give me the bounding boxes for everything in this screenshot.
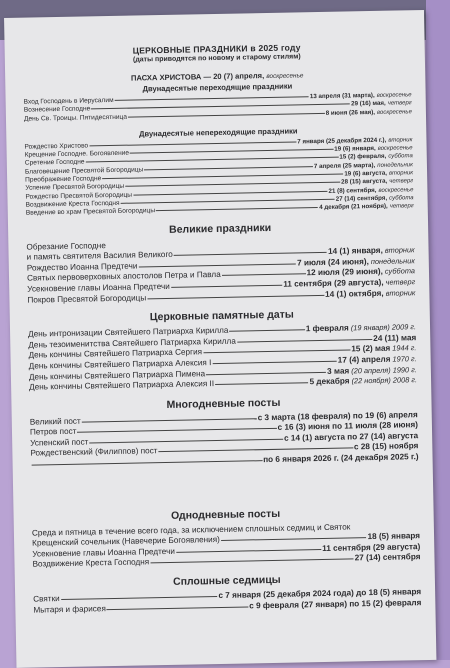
item-name: Вознесение Господне [23,105,91,114]
item-date: с 16 (3) июня по 11 июля (28 июня) [277,420,419,433]
leader-dots [89,141,296,146]
leader-dots [176,549,321,553]
item-note: воскресенье [376,108,412,116]
item-note: воскресенье [377,145,413,153]
item-note: вторник [384,245,415,255]
item-name: Великий пост [29,416,81,427]
item-date: по 6 января 2026 г. (24 декабря 2025 г.) [263,452,419,465]
movable-feasts-heading: Двунадесятые переходящие праздники [142,81,293,94]
leader-dots [130,149,333,154]
item-name: Усекновение главы Иоанна Предтечи [32,546,175,559]
multiday-fasts-list [30,410,419,470]
item-date: 1 февраля [305,323,349,334]
fixed-feasts-list [24,136,413,218]
item-note: (20 апреля) 1990 г. [351,364,417,375]
item-name: Рождество Пресвятой Богородицы [25,191,133,201]
item-date: 11 сентября (29 августа), [283,277,384,289]
leader-dots [215,382,309,385]
item-name: Обрезание Господне [26,240,106,252]
item-date: 21 (8) сентября, [328,186,377,195]
leader-dots [82,418,257,422]
item-name: Святых первоверховных апостолов Петра и Павла [26,270,221,283]
item-name: Святки [33,594,60,604]
item-name: Крещенский сочельник (Навечерие Богоявления) [32,535,220,548]
leader-dots [144,166,313,170]
item-note: вторник [385,287,416,298]
item-note: воскресенье [376,92,412,99]
item-note: 1944 г. [392,343,417,353]
item-note: четверг [387,100,412,107]
item-note: понедельник [370,255,415,266]
item-note: (22 ноября) 2008 г. [351,375,418,386]
item-date: с 9 февраля (27 января) по 15 (2) февраля [249,597,422,611]
item-date: с 28 (15) ноября [353,441,419,452]
item-note: воскресенье [378,186,414,194]
oneday-fasts-heading: Однодневные посты [170,507,281,522]
item-name: Рождественский (Филиппов) пост [30,446,158,459]
item-name: Сретение Господне [24,158,85,168]
item-date: с 3 марта (18 февраля) по 19 (6) апреля [257,409,418,422]
item-date: 14 (1) октября, [324,288,384,299]
leader-dots [156,207,318,211]
leader-dots [115,96,309,101]
item-name: Успенский пост [30,437,89,448]
item-date: 14 (1) января, [327,245,383,257]
multiday-fasts-heading: Многодневные посты [166,396,281,411]
leader-dots [107,606,248,610]
item-name: и память святителя Василия Великого [26,249,173,262]
continuous-weeks-list [33,587,421,616]
leader-dots [159,448,353,453]
item-date: 27 (14) сентября [354,552,421,563]
leader-dots [171,285,282,288]
great-feasts-heading: Великие праздники [168,221,272,236]
leader-dots [147,294,324,298]
item-date: 12 июля (29 июня), [306,267,383,278]
leader-dots [32,460,263,465]
item-note: 1970 г. [392,354,417,364]
item-date: 7 июля (24 июня), [296,256,369,268]
leader-dots [121,199,335,204]
page-subtitle: (даты приводятся по новому и старому стилям) [132,53,301,64]
memorial-dates-list [28,322,417,393]
item-name: Крещение Господне. Богоявление [24,149,130,159]
item-name: Рождество Иоанна Предтечи [26,261,138,273]
item-note: четверг [389,203,414,210]
item-name: Воздвижение Креста Господня [32,557,150,570]
leader-dots [203,350,350,354]
item-note: суббота [384,266,416,277]
item-name: День кончины Святейшего Патриарха Пимена [28,368,206,382]
leader-dots [206,371,326,374]
item-name: День Св. Троицы. Пятидесятница [23,113,128,123]
item-name: День кончины Святейшего Патриарха Сергия [28,347,203,360]
item-date: 29 (16) мая, [351,100,386,108]
item-note: (19 января) 2009 г. [350,322,417,333]
item-date: 24 (11) мая [373,332,417,343]
item-date: 18 (5) января [367,531,421,542]
item-note: четверг [385,277,416,287]
easter-weekday: воскресенье [266,72,304,81]
item-note: вторник [388,137,413,144]
item-name: День тезоименитства Святейшего Патриарха Кирилла [28,336,236,350]
item-date: 5 декабря [309,376,350,387]
item-name: Благовещение Пресвятой Богородицы [24,166,144,176]
item-name: День интронизации Святейшего Патриарха Кирилла [28,325,229,339]
calendar-page [4,10,436,668]
leader-dots [61,596,218,600]
leader-dots [229,329,304,331]
oneday-fasts-list [32,521,421,571]
item-date: 11 сентября (29 августа) [322,541,421,553]
item-note: вторник [388,170,414,177]
item-name: День кончины Святейшего Патриарха Алексия I [28,358,212,371]
item-name: Мытаря и фарисея [33,603,106,615]
leader-dots [138,263,296,267]
item-date: 15 (2) февраля, [339,153,387,162]
item-date: 27 (14) сентября, [335,194,388,203]
item-date: 28 (15) августа, [341,178,388,186]
great-feasts-list [26,235,415,306]
item-name: Вход Господень в Иерусалим [23,96,114,106]
item-date: 17 (4) апреля [337,354,391,365]
leader-dots [150,559,353,564]
item-date: 8 июня (26 мая), [325,108,376,117]
item-note: четверг [389,178,414,186]
item-date: с 14 (1) августа по 27 (14) августа [283,431,419,443]
leader-dots [125,182,340,187]
item-name: Покров Пресвятой Богородицы [27,292,147,305]
item-date: 15 (2) мая [351,343,391,354]
leader-dots [222,274,306,277]
item-name: Успение Пресвятой Богородицы [25,183,125,193]
item-note: суббота [388,153,413,161]
item-date: 3 мая [327,365,350,376]
item-name: Введение во храм Пресвятой Богородицы [25,207,156,217]
item-name: Воздвижение Креста Господня [25,199,120,209]
leader-dots [237,339,372,343]
item-date: 4 декабря (21 ноября), [319,202,388,212]
item-date: с 7 января (25 декабря 2024 года) до 18 (5) января [218,587,422,601]
item-note: понедельник [377,161,413,169]
item-date: 7 января (25 декабря 2024 г.), [297,136,387,146]
fixed-feasts-heading: Двунадесятые непереходящие праздники [138,126,298,139]
leader-dots [221,537,367,541]
leader-dots [133,191,328,196]
item-date: 19 (6) января, [334,145,376,153]
item-name: Рождество Христово [24,142,89,151]
leader-dots [89,439,283,444]
item-name: Усекновение главы Иоанна Предтечи [27,281,170,294]
page-title: ЦЕРКОВНЫЕ ПРАЗДНИКИ в 2025 году [132,42,301,56]
item-name: Среда и пятница в течение всего года, за исключением сплошных седмиц и Святок [31,522,351,538]
leader-dots [212,361,336,364]
item-name: Петров пост [29,426,77,437]
leader-dots [128,112,325,117]
item-name: Преображение Господне [25,175,102,184]
easter-label: ПАСХА ХРИСТОВА — 20 (7) апреля, [130,71,265,83]
item-date: 19 (6) августа, [344,169,388,178]
leader-dots [77,428,276,433]
item-name: День кончины Святейшего Патриарха Алексия II [29,379,215,392]
leader-dots [174,252,327,256]
item-note: суббота [389,195,414,202]
memorial-dates-heading: Церковные памятные даты [149,308,294,324]
continuous-weeks-heading: Сплошные седмицы [172,573,281,588]
item-date: 13 апреля (31 марта), [309,91,375,101]
item-date: 7 апреля (25 марта), [313,161,376,170]
